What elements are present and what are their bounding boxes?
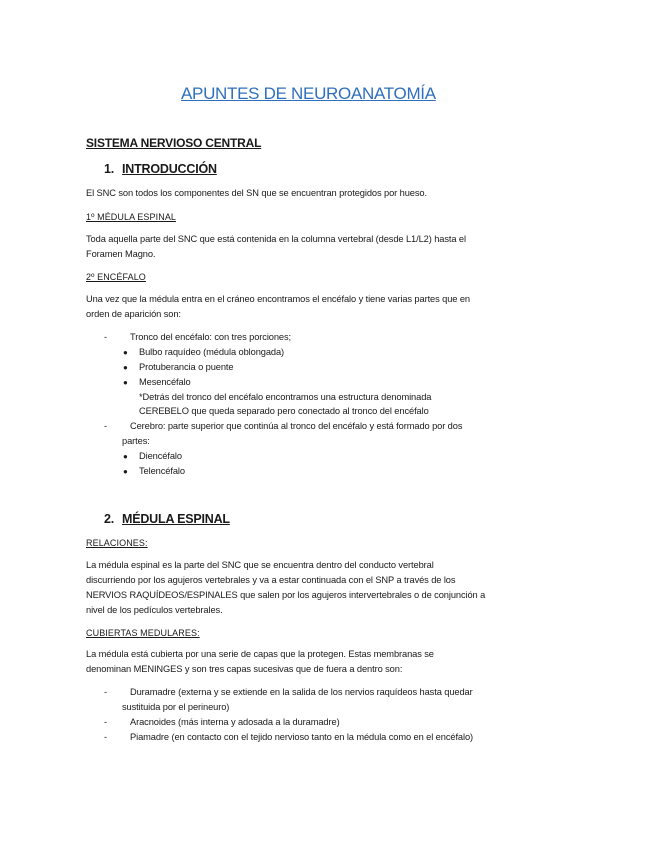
dash-marker: - bbox=[104, 421, 107, 431]
bullet-item-bulbo bbox=[123, 347, 284, 357]
section-title: SISTEMA NERVIOSO CENTRAL bbox=[86, 136, 262, 150]
encefalo-text-line-2: orden de aparición son: bbox=[86, 309, 181, 319]
encefalo-text-line-1: Una vez que la médula entra en el cráneo encontramos el encéfalo y tiene varias partes que en bbox=[86, 294, 470, 304]
list-item-tronco bbox=[104, 332, 291, 342]
dash-marker: - bbox=[104, 687, 107, 697]
cerebelo-note-line-1: *Detrás del tronco del encéfalo encontramos una estructura denominada bbox=[139, 392, 432, 402]
heading-number: 2. bbox=[104, 512, 115, 526]
cerebro-line-2: partes: bbox=[122, 436, 150, 446]
dash-marker: - bbox=[104, 717, 107, 727]
list-item-piamadre bbox=[104, 732, 473, 742]
list-item-label: Cerebro: parte superior que continúa al tronco del encéfalo y está formado por dos bbox=[130, 421, 463, 431]
list-item-label: Tronco del encéfalo: con tres porciones; bbox=[130, 332, 292, 342]
heading-text: MÉDULA ESPINAL bbox=[122, 512, 230, 526]
relaciones-line-3: NERVIOS RAQUÍDEOS/ESPINALES que salen por los agujeros intervertebrales o de conjunción a bbox=[86, 590, 486, 600]
bullet-label: Bulbo raquídeo (médula oblongada) bbox=[139, 347, 285, 357]
heading-medula-espinal bbox=[104, 512, 230, 526]
bullet-label: Telencéfalo bbox=[139, 466, 185, 476]
bullet-marker: ● bbox=[123, 363, 128, 372]
medula-text-line-2: Foramen Magno. bbox=[86, 249, 156, 259]
subheading-cubiertas: CUBIERTAS MEDULARES: bbox=[86, 628, 200, 638]
document-title: APUNTES DE NEUROANATOMÍA bbox=[181, 84, 436, 103]
heading-introduccion bbox=[104, 162, 217, 176]
cubiertas-line-1: La médula está cubierta por una serie de capas que la protegen. Estas membranas se bbox=[86, 649, 434, 659]
subheading-medula: 1º MÉDULA ESPINAL bbox=[86, 212, 177, 222]
relaciones-line-1: La médula espinal es la parte del SNC que se encuentra dentro del conducto vertebral bbox=[86, 560, 434, 570]
bullet-marker: ● bbox=[123, 452, 128, 461]
subheading-encefalo: 2º ENCÉFALO bbox=[86, 272, 146, 282]
cubiertas-line-2: denominan MENINGES y son tres capas sucesivas que de fuera a dentro son: bbox=[86, 664, 403, 674]
list-item-duramadre bbox=[104, 687, 473, 697]
bullet-label: Protuberancia o puente bbox=[139, 362, 234, 372]
bullet-item-protuberancia bbox=[123, 362, 233, 372]
list-item-label: Duramadre (externa y se extiende en la salida de los nervios raquídeos hasta quedar bbox=[130, 687, 473, 697]
relaciones-line-2: discurriendo por los agujeros vertebrales y va a estar continuada con el SNP a través de los bbox=[86, 575, 456, 585]
dash-marker: - bbox=[104, 732, 107, 742]
bullet-marker: ● bbox=[123, 348, 128, 357]
medula-text-line-1: Toda aquella parte del SNC que está contenida en la columna vertebral (desde L1/L2) hasta el bbox=[86, 234, 466, 244]
bullet-item-telencefalo bbox=[123, 466, 185, 476]
heading-text: INTRODUCCIÓN bbox=[122, 162, 217, 176]
relaciones-line-4: nivel de los pedículos vertebrales. bbox=[86, 605, 223, 615]
dash-marker: - bbox=[104, 332, 107, 342]
bullet-marker: ● bbox=[123, 378, 128, 387]
subheading-relaciones: RELACIONES: bbox=[86, 538, 148, 548]
cerebelo-note-line-2: CEREBELO que queda separado pero conectado al tronco del encéfalo bbox=[139, 406, 429, 416]
duramadre-line-2: sustituida por el perineuro) bbox=[122, 702, 230, 712]
intro-paragraph: El SNC son todos los componentes del SN que se encuentran protegidos por hueso. bbox=[86, 188, 427, 198]
list-item-cerebro bbox=[104, 421, 462, 431]
bullet-marker: ● bbox=[123, 467, 128, 476]
bullet-item-diencefalo bbox=[123, 451, 182, 461]
list-item-label: Piamadre (en contacto con el tejido nervioso tanto en la médula como en el encéfalo) bbox=[130, 732, 474, 742]
bullet-label: Mesencéfalo bbox=[139, 377, 191, 387]
list-item-label: Aracnoides (más interna y adosada a la duramadre) bbox=[130, 717, 340, 727]
bullet-label: Diencéfalo bbox=[139, 451, 182, 461]
heading-number: 1. bbox=[104, 162, 115, 176]
bullet-item-mesencefalo bbox=[123, 377, 191, 387]
list-item-aracnoides bbox=[104, 717, 340, 727]
